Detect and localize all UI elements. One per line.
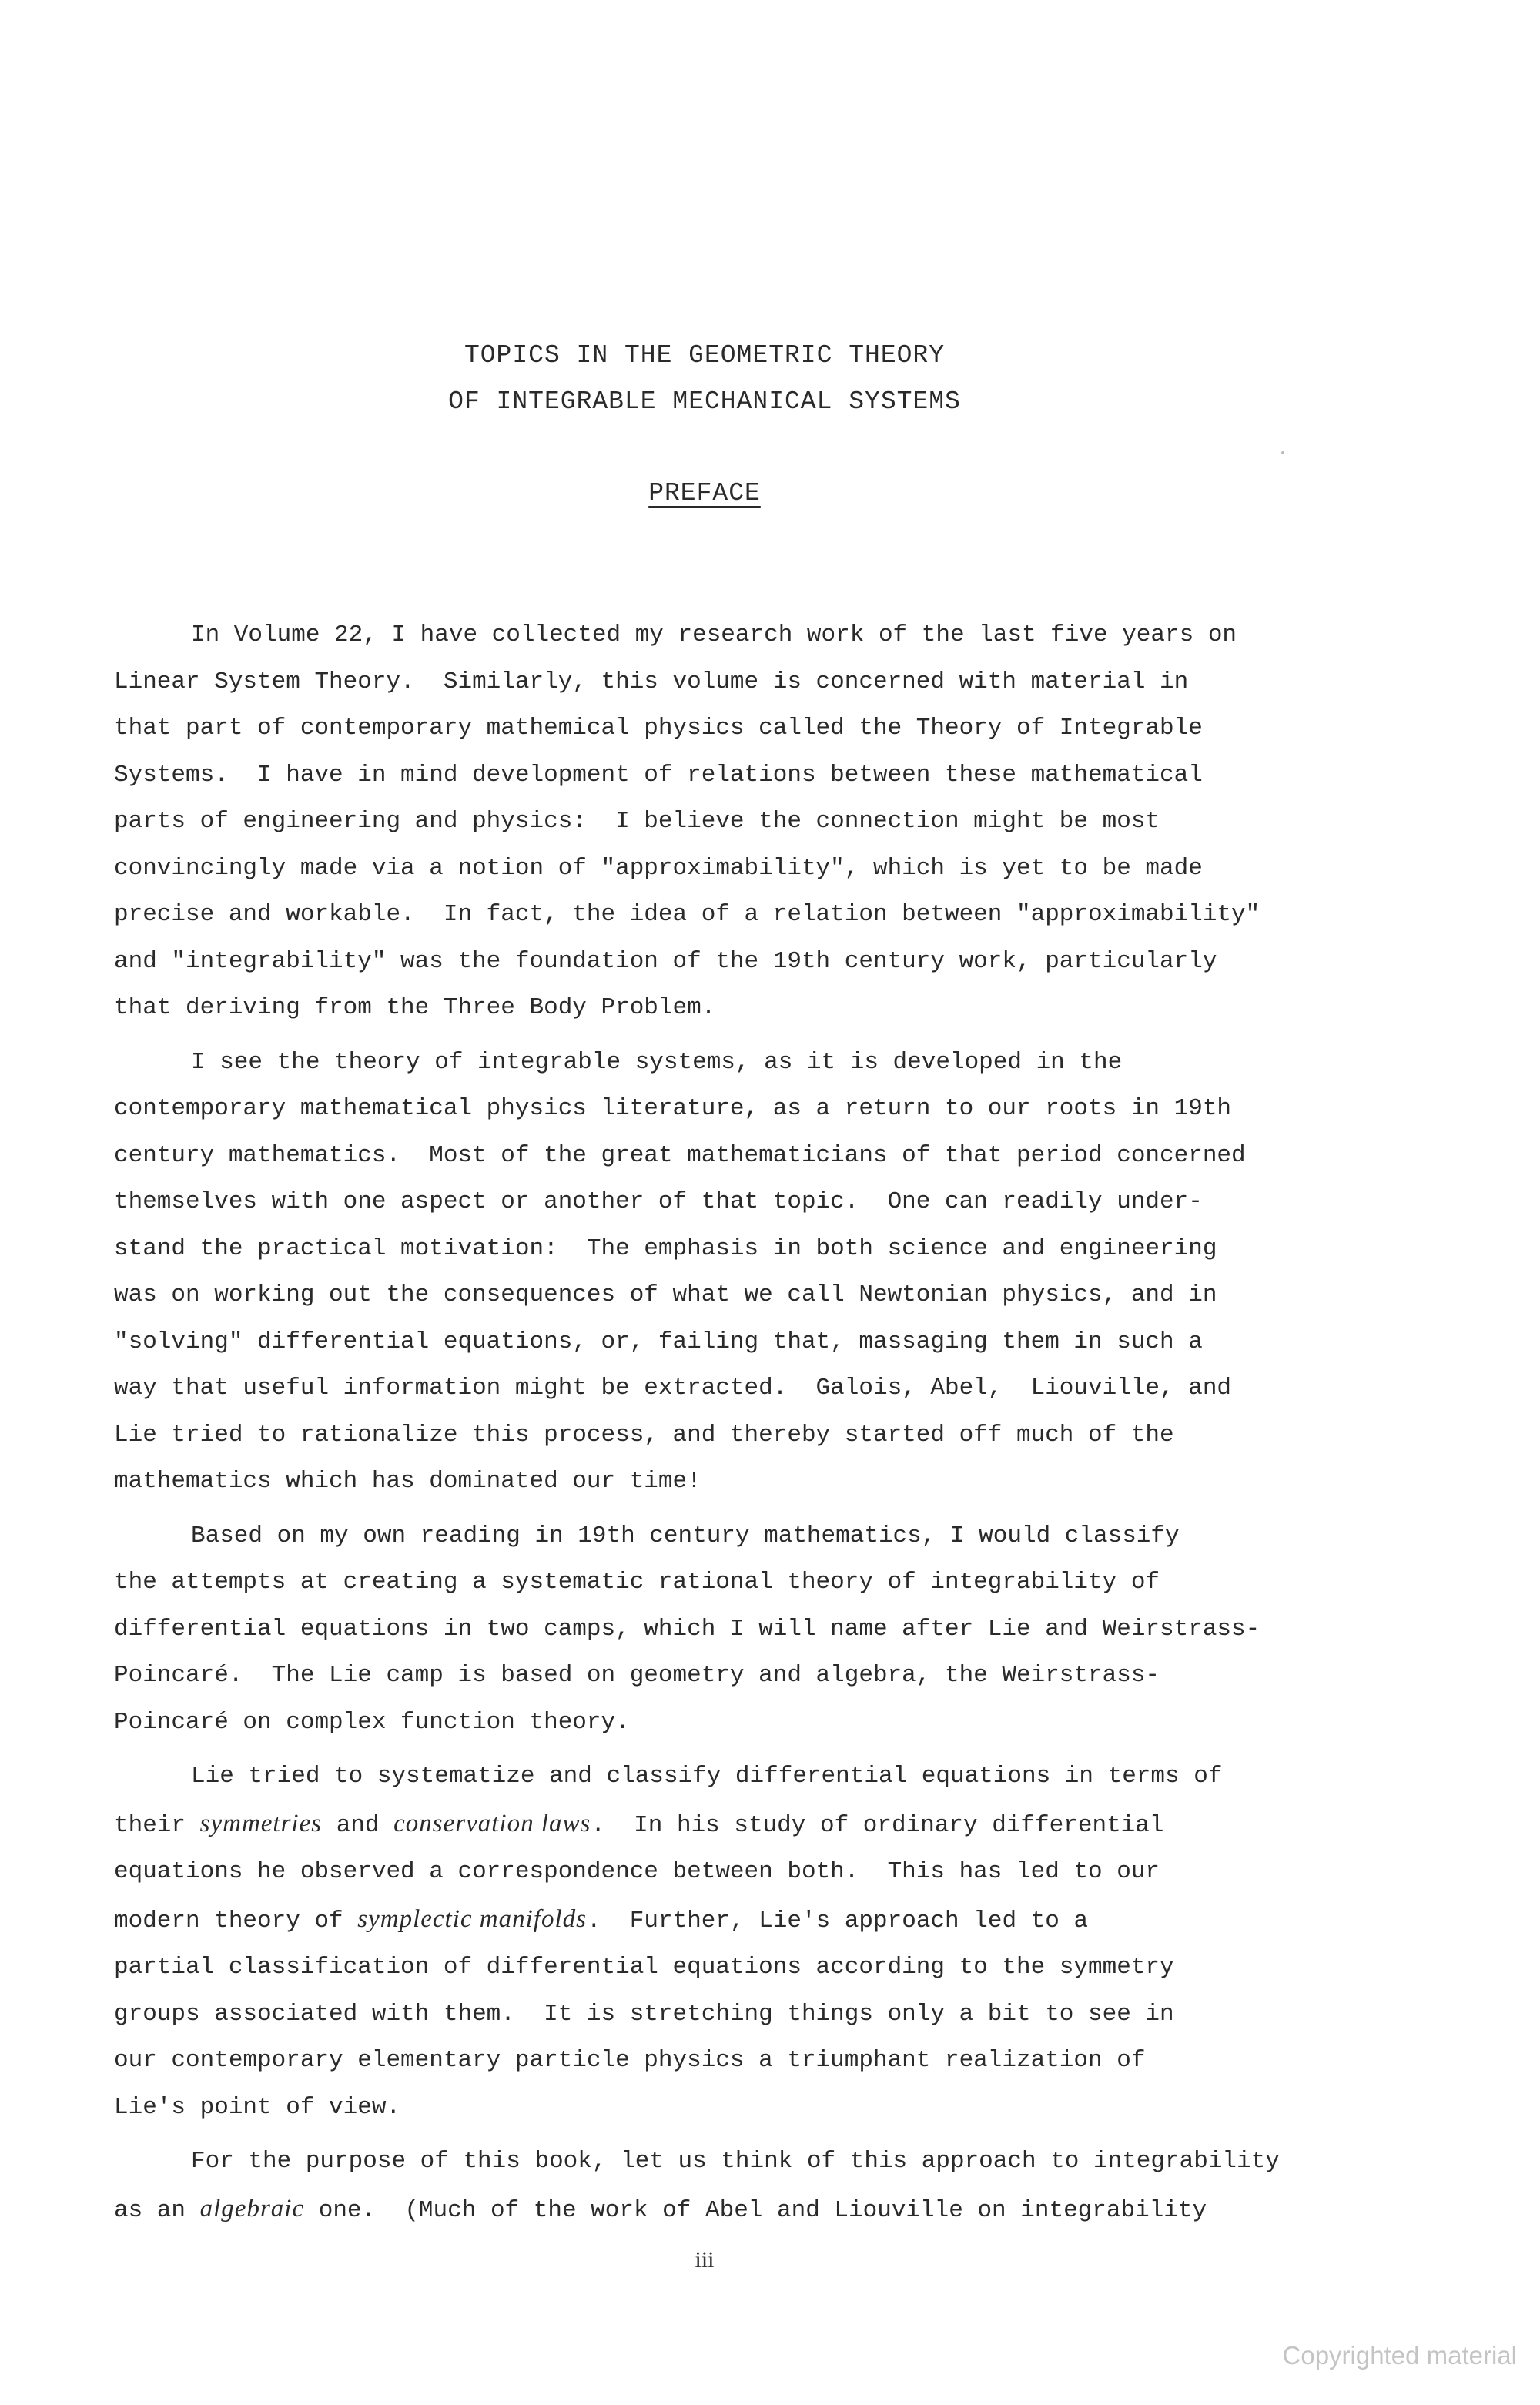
paragraph-3	[114, 1513, 1377, 1747]
text-line: In Volume 22, I have collected my research work of the last five years on	[191, 621, 1237, 648]
italic-term: algebraic	[199, 2194, 305, 2222]
text-line: convincingly made via a notion of "approximability", which is yet to be made	[114, 854, 1203, 882]
text-line: our contemporary elementary particle physics a triumphant realization of	[114, 2047, 1146, 2074]
text-line: parts of engineering and physics: I believe the connection might be most	[114, 808, 1160, 835]
paragraph-5	[114, 2139, 1377, 2234]
text-line: partial classification of differential equations according to the symmetry	[114, 1954, 1174, 1981]
text-line	[114, 2186, 1377, 2235]
text-fragment: and	[322, 1811, 394, 1839]
text-line: Lie's point of view.	[114, 2093, 401, 2121]
text-line: Poincaré. The Lie camp is based on geometry and algebra, the Weirstrass-	[114, 1662, 1160, 1689]
italic-term: symmetries	[199, 1809, 323, 1837]
italic-term: symplectic manifolds	[357, 1904, 587, 1933]
text-line: that part of contemporary mathemical physics called the Theory of Integrable	[114, 715, 1203, 742]
text-fragment: . In his study of ordinary differential	[591, 1811, 1164, 1839]
text-line: Based on my own reading in 19th century mathematics, I would classify	[191, 1522, 1180, 1549]
text-line: stand the practical motivation: The emphasis in both science and engineering	[114, 1234, 1217, 1262]
text-line	[114, 1896, 1377, 1945]
text-fragment: as an	[114, 2196, 200, 2224]
text-line: was on working out the consequences of what we call Newtonian physics, and in	[114, 1281, 1217, 1308]
copyright-watermark: Copyrighted material	[1282, 2341, 1517, 2370]
text-line: For the purpose of this book, let us think of this approach to integrability	[191, 2148, 1280, 2175]
italic-term: conservation laws	[393, 1809, 591, 1837]
text-line	[114, 1800, 1377, 1850]
section-heading-text: PREFACE	[648, 479, 761, 507]
page-number: iii	[695, 2247, 715, 2273]
text-fragment: their	[114, 1811, 200, 1839]
text-line: century mathematics. Most of the great mathematicians of that period concerned	[114, 1141, 1246, 1169]
text-line: differential equations in two camps, which I will name after Lie and Weirstrass-	[114, 1615, 1260, 1643]
text-line: Lie tried to systematize and classify differential equations in terms of	[191, 1763, 1223, 1790]
text-fragment: one. (Much of the work of Abel and Liouville on integrability	[304, 2196, 1207, 2224]
text-fragment: modern theory of	[114, 1907, 358, 1934]
title-line-1: TOPICS IN THE GEOMETRIC THEORY	[464, 341, 946, 370]
text-line: that deriving from the Three Body Problem.	[114, 994, 716, 1021]
text-fragment: . Further, Lie's approach led to a	[586, 1907, 1089, 1934]
section-heading	[0, 479, 1409, 507]
paragraph-2	[114, 1040, 1377, 1506]
text-line: "solving" differential equations, or, failing that, massaging them in such a	[114, 1328, 1203, 1355]
text-line: precise and workable. In fact, the idea of a relation between "approximability"	[114, 901, 1260, 928]
text-line: groups associated with them. It is stretching things only a bit to see in	[114, 2000, 1174, 2028]
text-line: equations he observed a correspondence between both. This has led to our	[114, 1858, 1160, 1885]
text-line: Poincaré on complex function theory.	[114, 1708, 630, 1736]
text-line: I see the theory of integrable systems, as it is developed in the	[191, 1048, 1123, 1076]
text-line: way that useful information might be extracted. Galois, Abel, Liouville, and	[114, 1375, 1232, 1402]
text-line: themselves with one aspect or another of that topic. One can readily under-	[114, 1188, 1203, 1215]
paragraph-1	[114, 612, 1377, 1032]
text-line: mathematics which has dominated our time!	[114, 1468, 701, 1495]
text-line: the attempts at creating a systematic rational theory of integrability of	[114, 1569, 1160, 1596]
text-line: contemporary mathematical physics literature, as a return to our roots in 19th	[114, 1095, 1232, 1122]
text-line: Linear System Theory. Similarly, this volume is concerned with material in	[114, 668, 1189, 695]
text-line: and "integrability" was the foundation of the 19th century work, particularly	[114, 947, 1217, 975]
preface-body	[114, 612, 1377, 2242]
paragraph-4	[114, 1754, 1377, 2131]
text-line: Lie tried to rationalize this process, and thereby started off much of the	[114, 1421, 1174, 1449]
title-line-2: OF INTEGRABLE MECHANICAL SYSTEMS	[448, 387, 961, 416]
text-line: Systems. I have in mind development of relations between these mathematical	[114, 761, 1203, 789]
scan-speck	[1281, 451, 1284, 454]
